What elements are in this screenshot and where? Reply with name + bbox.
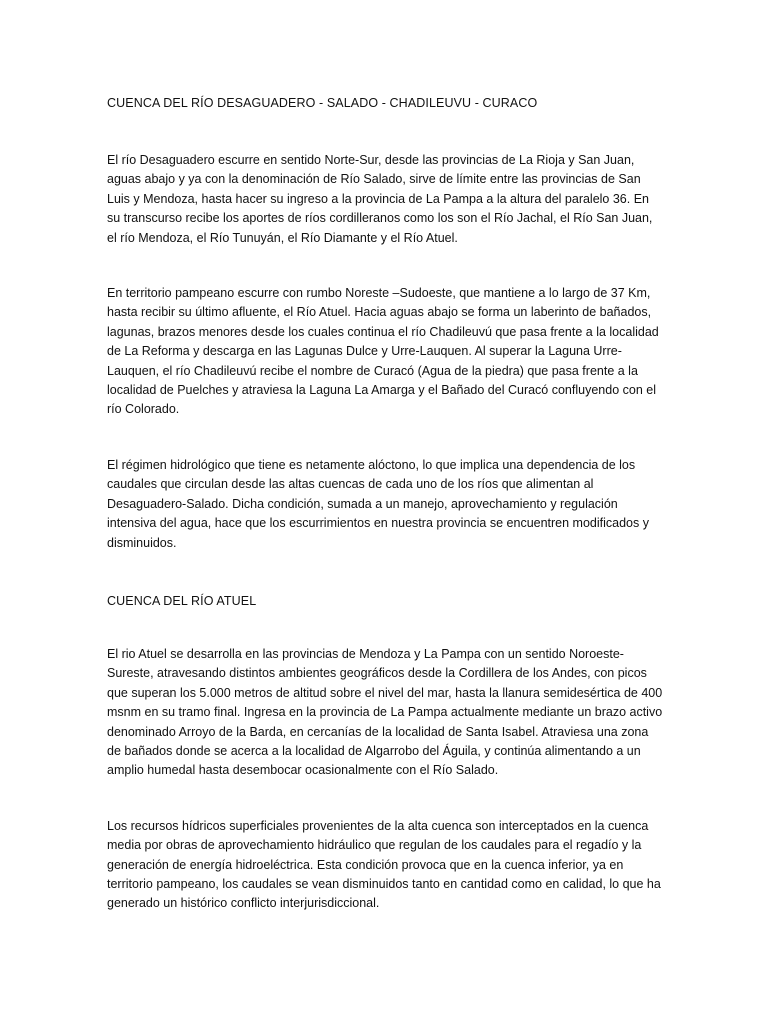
paragraph-atuel-1: El rio Atuel se desarrolla en las provincias de Mendoza y La Pampa con un sentido Noroeste-Sureste, atravesando distintos ambientes geográficos desde la Cordillera de los Andes, con picos que superan los 5.000 metros de altitud sobre el nivel del mar, hasta la llanura semidesértica de 400 msnm en su tramo final. Ingresa en la provincia de La Pampa actualmente mediante un brazo activo denominado Arroyo de la Barda, en cercanías de la localidad de Santa Isabel. Atraviesa una zona de bañados donde se acerca a la localidad de Algarrobo del Águila, y continúa alimentando a un amplio humedal hasta desembocar ocasionalmente con el Río Salado. xyxy=(107,646,663,778)
paragraph-desaguadero-3: El régimen hidrológico que tiene es netamente alóctono, lo que implica una dependencia de los caudales que circulan desde las altas cuencas de cada uno de los ríos que alimentan al Desaguadero-Salado. Dicha condición, sumada a un manejo, aprovechamiento y regulación intensiva del agua, hace que los escurrimientos en nuestra provincia se encuentren modificados y disminuidos. xyxy=(107,457,649,550)
paragraph-atuel-2: Los recursos hídricos superficiales provenientes de la alta cuenca son interceptados en la cuenca media por obras de aprovechamiento hidráulico que regulan de los caudales para el regadío y la generación de energía hidroeléctrica. Esta condición provoca que en la cuenca inferior, ya en territorio pampeano, los caudales se vean disminuidos tanto en cantidad como en calidad, lo que ha generado un histórico conflicto interjurisdiccional. xyxy=(107,818,661,911)
paragraph-desaguadero-2: En territorio pampeano escurre con rumbo Noreste –Sudoeste, que mantiene a lo largo de 37 Km, hasta recibir su último afluente, el Río Atuel. Hacia aguas abajo se forma un laberinto de bañados, lagunas, brazos menores desde los cuales continua el río Chadileuvú que pasa frente a la localidad de La Reforma y descarga en las Lagunas Dulce y Urre-Lauquen. Al superar la Laguna Urre-Lauquen, el río Chadileuvú recibe el nombre de Curacó (Agua de la piedra) que pasa frente a la localidad de Puelches y atraviesa la Laguna La Amarga y el Bañado del Curacó confluyendo con el río Colorado. xyxy=(107,286,659,417)
section-heading-desaguadero: CUENCA DEL RÍO DESAGUADERO - SALADO - CHADILEUVU - CURACO xyxy=(107,96,538,110)
section-heading-atuel: CUENCA DEL RÍO ATUEL xyxy=(107,593,257,608)
document-page xyxy=(107,95,663,914)
paragraph-desaguadero-1: El río Desaguadero escurre en sentido Norte-Sur, desde las provincias de La Rioja y San Juan, aguas abajo y ya con la denominación de Río Salado, sirve de límite entre las provincias de San Luis y Mendoza, hasta hacer su ingreso a la provincia de La Pampa a la altura del paralelo 36. En su transcurso recibe los aportes de ríos cordilleranos como los son el Río Jachal, el Río San Juan, el río Mendoza, el Río Tunuyán, el Río Diamante y el Río Atuel. xyxy=(107,153,653,245)
